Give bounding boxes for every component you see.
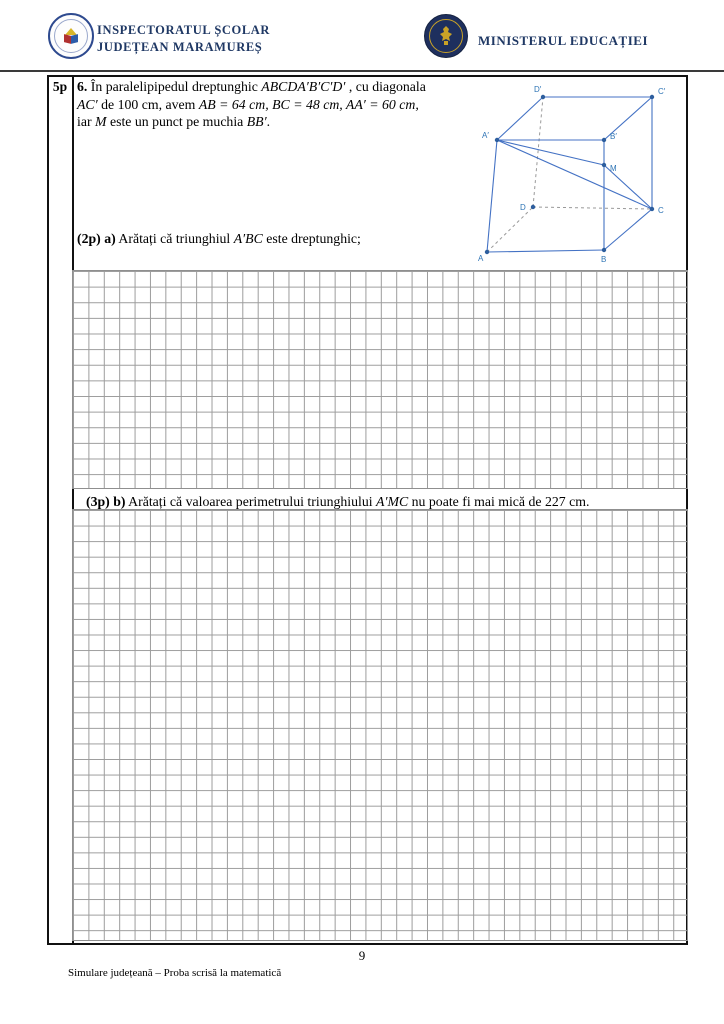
logo-inner-ring [54,19,88,53]
part-a-label: (2p) a) [77,231,116,246]
statement-line-2: AC′ de 100 cm, avem AB = 64 cm, BC = 48 cm, AA′ = 60 cm, [77,96,419,112]
label-B-prime: B′ [610,132,617,141]
left-org-line2: JUDEȚEAN MARAMUREȘ [97,40,263,54]
part-b-statement: (3p) b) Arătați că valoarea perimetrului triunghiului A′MC nu poate fi mai mică de 227 cm. [86,494,590,509]
eagle-emblem-icon [436,25,456,47]
problem-statement [77,78,472,131]
label-A-prime: A′ [482,131,489,140]
answer-grid-a [72,270,688,489]
label-A: A [478,254,484,263]
answer-grid-b [72,509,688,941]
points-value: 5p [52,79,68,94]
hidden-edges [487,97,652,252]
parallelepiped-figure [477,80,689,266]
label-B: B [601,255,607,264]
problem-number: 6. [77,79,88,94]
statement-line-1: 6. În paralelipipedul dreptunghic ABCDA′B′C′D′ , cu diagonala [77,79,426,94]
left-org-line1: INSPECTORATUL ȘCOLAR [97,23,271,37]
statement-line-3: iar M este un punct pe muchia BB′. [77,114,271,129]
header-divider [0,70,724,72]
visible-edges [487,97,652,252]
cube-emblem-icon [63,28,79,44]
label-D: D [520,203,526,212]
romanian-government-logo [424,14,468,58]
left-organization-name [97,22,270,56]
label-C-prime: C′ [658,87,666,96]
vertex-dots [485,95,654,254]
parallelepiped-svg [477,80,689,266]
maramures-school-inspectorate-logo [48,13,94,59]
triangle-segments [497,140,652,209]
vertex-labels [478,85,666,264]
label-M: M [610,164,617,173]
part-a-statement: (2p) a) Arătați că triunghiul A′BC este dreptunghic; [77,231,361,246]
label-C: C [658,206,664,215]
right-organization-name: MINISTERUL EDUCAȚIEI [478,33,649,48]
part-b-label: (3p) b) [86,494,126,509]
footer-exam-label: Simulare județeană – Proba scrisă la matematică [68,967,282,979]
page-number: 9 [358,948,366,963]
label-D-prime: D′ [534,85,542,94]
logo-gold-ring [429,19,463,53]
